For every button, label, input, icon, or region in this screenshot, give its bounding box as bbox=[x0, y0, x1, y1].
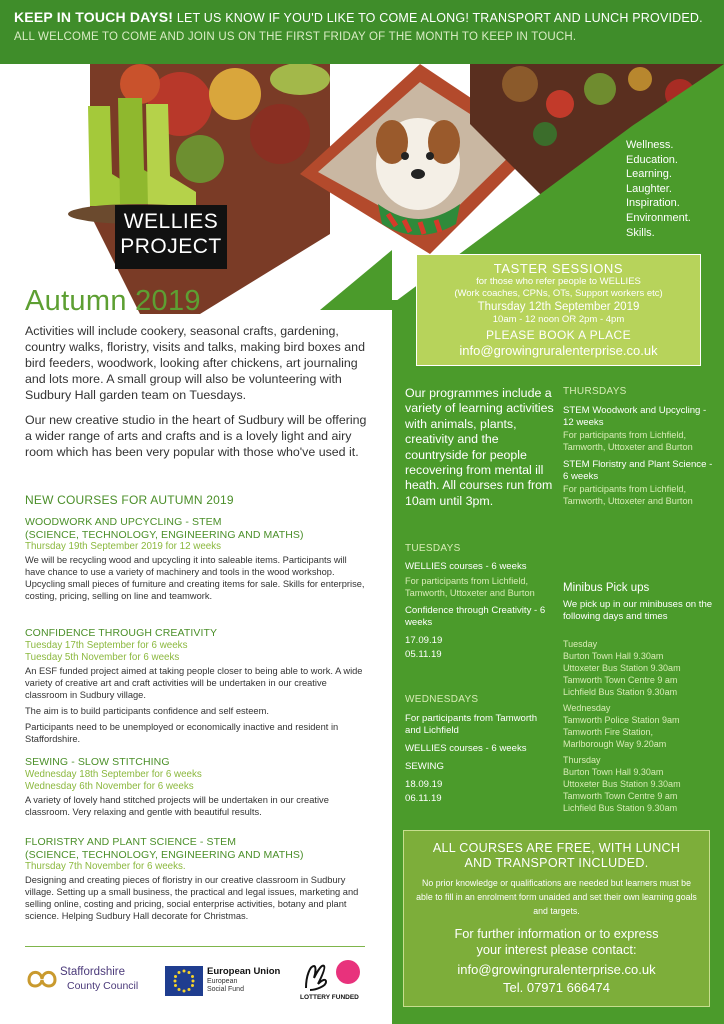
eu-fund-line-2: Social Fund bbox=[207, 986, 244, 993]
value-item: Education. bbox=[626, 153, 678, 166]
course-description: An ESF funded project aimed at taking people closer to being able to work. A wide variety of creative art and craft activities will be undertaken in our creative classroom in Sudbury village. bbox=[25, 665, 363, 700]
wednesdays-courses bbox=[405, 713, 555, 811]
thursdays-heading: THURSDAYS bbox=[563, 386, 627, 397]
thursdays-course-1: STEM Woodwork and Upcycling - 12 weeks bbox=[563, 405, 707, 428]
taster-audience: for those who refer people to WELLIES bbox=[476, 276, 641, 287]
course-date: Thursday 19th September 2019 for 12 weeks bbox=[25, 541, 222, 552]
tuesdays-heading: TUESDAYS bbox=[405, 543, 461, 554]
minibus-stop: Lichfield Bus Station 9.30am bbox=[563, 803, 678, 813]
minibus-day-wednesday: Wednesday bbox=[563, 703, 611, 713]
value-item: Environment. bbox=[626, 211, 691, 224]
thursdays-courses bbox=[563, 405, 713, 513]
course-date: Wednesday 18th September for 6 weeks bbox=[25, 768, 202, 780]
thursdays-course-1-participants: For participants from Lichfield, Tamworth, Uttoxeter and Burton bbox=[563, 430, 693, 452]
course-description: Participants need to be unemployed or economically inactive and resident in Staffordshire. bbox=[25, 721, 339, 744]
intro-paragraph-1: Activities will include cookery, seasonal crafts, gardening, country walks, floristry, visits and talks, making bird boxes and bird feeders, woodwork, looking after chickens, art journaling and lots more. A small group will also be volunteering with Sudbury Hall garden team on Tuesdays. bbox=[25, 324, 365, 402]
new-courses-heading: NEW COURSES FOR AUTUMN 2019 bbox=[25, 493, 234, 507]
course-subheading: (SCIENCE, TECHNOLOGY, ENGINEERING AND MATHS) bbox=[25, 528, 304, 541]
footer-divider bbox=[25, 946, 365, 947]
value-item: Skills. bbox=[626, 226, 655, 239]
staffordshire-name: Staffordshire bbox=[60, 966, 125, 978]
minibus-stop: Marlborough Way 9.20am bbox=[563, 739, 667, 749]
page-title: Autumn 2019 bbox=[25, 285, 201, 317]
taster-times: 10am - 12 noon OR 2pm - 4pm bbox=[492, 314, 625, 325]
minibus-stop: Burton Town Hall 9.30am bbox=[563, 767, 664, 777]
logo-line-2: PROJECT bbox=[120, 235, 222, 258]
minibus-intro: We pick up in our minibuses on the following days and times bbox=[563, 599, 713, 622]
tuesdays-course-2: Confidence through Creativity - 6 weeks bbox=[405, 605, 546, 628]
course-heading: FLORISTRY AND PLANT SCIENCE - STEM bbox=[25, 836, 237, 848]
lottery-fingers-icon bbox=[300, 958, 366, 994]
taster-date: Thursday 12th September 2019 bbox=[477, 301, 640, 313]
minibus-heading: Minibus Pick ups bbox=[563, 582, 650, 594]
lottery-funded-logo bbox=[300, 958, 366, 1004]
tuesdays-course-1-participants: For participants from Lichfield, Tamworth, Uttoxeter and Burton bbox=[405, 576, 535, 598]
course-date: Thursday 7th November for 6 weeks. bbox=[25, 861, 186, 872]
free-heading-2: AND TRANSPORT INCLUDED. bbox=[464, 856, 649, 870]
contact-email-link[interactable]: info@growingruralenterprise.co.uk bbox=[457, 962, 656, 977]
minibus-stop: Tamworth Town Centre 9 am bbox=[563, 791, 678, 801]
course-date: Tuesday 5th November for 6 weeks bbox=[25, 651, 180, 663]
programmes-intro: Our programmes include a variety of learning activities with animals, plants, creativity and the countryside for people recovering from mental ill heath. All courses run from 10am until 3pm. bbox=[405, 386, 554, 508]
minibus-day-thursday: Thursday bbox=[563, 755, 601, 765]
course-description: The aim is to build participants confidence and self esteem. bbox=[25, 705, 269, 716]
tuesdays-date-2: 05.11.19 bbox=[405, 649, 442, 660]
course-woodwork bbox=[25, 516, 365, 606]
wednesdays-date-1: 18.09.19 bbox=[405, 779, 443, 790]
course-description: Designing and creating pieces of floristry in our creative classroom in Sudbury village. Setting up a small business, the practical and legal issues, marketing and selling online, costing and pricing, social enterprise activities, botany and plant science. Helping Sudbury Hall decorate for Christmas. bbox=[25, 875, 359, 921]
eu-social-fund-logo bbox=[165, 966, 295, 1002]
banner-lead: KEEP IN TOUCH DAYS! bbox=[14, 9, 174, 25]
value-item: Learning. bbox=[626, 168, 672, 181]
staffordshire-knot-icon bbox=[25, 966, 59, 992]
value-item: Wellness. bbox=[626, 139, 674, 151]
course-floristry bbox=[25, 836, 365, 926]
eu-flag-icon bbox=[165, 966, 203, 996]
free-requirements-note: No prior knowledge or qualifications are needed but learners must be able to fill in an enrolment form unaided and set their own learning goals and targets. bbox=[416, 878, 697, 916]
contact-prompt-1: For further information or to express bbox=[454, 926, 659, 941]
contact-phone[interactable]: Tel. 07971 666474 bbox=[503, 980, 610, 995]
course-date: Wednesday 6th November for 6 weeks bbox=[25, 780, 194, 792]
wednesdays-date-2: 06.11.19 bbox=[405, 793, 442, 804]
minibus-stop: Tamworth Police Station 9am bbox=[563, 715, 680, 725]
free-heading-1: ALL COURSES ARE FREE, WITH LUNCH bbox=[432, 841, 681, 855]
eu-fund-name bbox=[207, 978, 244, 994]
minibus-day-tuesday: Tuesday bbox=[563, 639, 598, 649]
logo-line-1: WELLIES bbox=[123, 210, 219, 233]
minibus-schedule bbox=[563, 638, 713, 814]
taster-email-link[interactable]: info@growingruralenterprise.co.uk bbox=[459, 342, 658, 358]
minibus-stop: Uttoxeter Bus Station 9.30am bbox=[563, 779, 681, 789]
free-courses-box bbox=[403, 830, 710, 1007]
eu-name: European Union bbox=[207, 966, 281, 977]
contact-prompt-2: your interest please contact: bbox=[476, 942, 637, 957]
values-list bbox=[626, 138, 722, 240]
course-sewing bbox=[25, 756, 365, 822]
intro-paragraph-2: Our new creative studio in the heart of Sudbury will be offering a wider range of arts and crafts and is a lovely light and airy room which has been very popular with those who've used it. bbox=[25, 413, 367, 459]
course-date: Tuesday 17th September for 6 weeks bbox=[25, 639, 188, 651]
banner-line-1 bbox=[14, 9, 710, 25]
course-description: A variety of lovely hand stitched projects will be undertaken in our creative classroom. Very relaxing and gentle with beautiful results. bbox=[25, 794, 329, 817]
wednesdays-participants: For participants from Tamworth and Lichfield bbox=[405, 713, 538, 736]
taster-book-note: PLEASE BOOK A PLACE bbox=[485, 327, 631, 342]
value-item: Inspiration. bbox=[626, 197, 680, 210]
course-confidence bbox=[25, 627, 365, 749]
wednesdays-course-2: SEWING bbox=[405, 761, 444, 772]
thursdays-course-2-participants: For participants from Lichfield, Tamworth, Uttoxeter and Burton bbox=[563, 484, 693, 506]
minibus-stop: Burton Town Hall 9.30am bbox=[563, 651, 664, 661]
taster-sessions-box bbox=[416, 254, 701, 366]
minibus-stop: Tamworth Town Centre 9 am bbox=[563, 675, 678, 685]
intro-text bbox=[25, 323, 367, 469]
wellies-project-logo bbox=[115, 205, 227, 269]
minibus-stop: Lichfield Bus Station 9.30am bbox=[563, 687, 678, 697]
minibus-stop: Tamworth Fire Station, bbox=[563, 727, 654, 737]
staffordshire-subtitle: County Council bbox=[67, 980, 139, 992]
tuesdays-course-1: WELLIES courses - 6 weeks bbox=[405, 561, 527, 572]
course-heading: WOODWORK AND UPCYCLING - STEM bbox=[25, 516, 222, 528]
wednesdays-course-1: WELLIES courses - 6 weeks bbox=[405, 743, 527, 754]
top-banner bbox=[0, 0, 724, 64]
tuesdays-courses bbox=[405, 561, 555, 667]
taster-title: TASTER SESSIONS bbox=[493, 261, 624, 276]
course-heading: SEWING - SLOW STITCHING bbox=[25, 756, 170, 768]
wednesdays-heading: WEDNESDAYS bbox=[405, 694, 479, 705]
tuesdays-date-1: 17.09.19 bbox=[405, 635, 443, 646]
eu-fund-line-1: European bbox=[207, 978, 238, 985]
lottery-funded-text: LOTTERY FUNDED bbox=[300, 994, 359, 1001]
taster-audience-examples: (Work coaches, CPNs, OTs, Support workers etc) bbox=[454, 287, 663, 299]
green-wedge-shape-left bbox=[280, 250, 392, 310]
banner-line-1-text: LET US KNOW IF YOU'D LIKE TO COME ALONG! TRANSPORT AND LUNCH PROVIDED. bbox=[176, 11, 703, 25]
banner-line-2: ALL WELCOME TO COME AND JOIN US ON THE FIRST FRIDAY OF THE MONTH TO KEEP IN TOUCH. bbox=[14, 31, 577, 43]
course-subheading: (SCIENCE, TECHNOLOGY, ENGINEERING AND MATHS) bbox=[25, 848, 304, 861]
course-heading: CONFIDENCE THROUGH CREATIVITY bbox=[25, 627, 218, 639]
staffordshire-logo bbox=[25, 966, 155, 998]
course-description: We will be recycling wood and upcycling it into saleable items. Participants will have chance to use a variety of machinery and tools in the wood workshop. Upcycling small pieces of furniture and creating items for sale. Skills for enterprise, costing, pricing, selling on line and teamwork. bbox=[25, 555, 365, 601]
minibus-stop: Uttoxeter Bus Station 9.30am bbox=[563, 663, 681, 673]
thursdays-course-2: STEM Floristry and Plant Science - 6 weeks bbox=[563, 459, 713, 482]
value-item: Laughter. bbox=[626, 182, 672, 195]
